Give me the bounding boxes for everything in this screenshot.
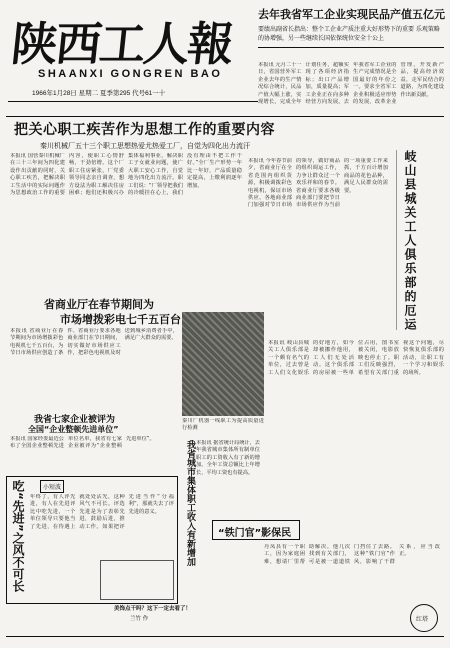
cartoon-frame [100,560,174,600]
feature-title: “铁门官”影保民 [218,528,292,539]
bulletin-rule [258,47,444,48]
column-divider [396,150,397,330]
lead-article-text: 本报讯 国营秦川机械厂在三十三年间为四化建设作出贡献的同时，关心职工疾苦，把解决职工生活中的实际问题作为思想政治工作的重要内容，使职工心情舒畅，干劲倍增。这个厂职工住房紧张，厂党委领导同志亲自调查，想方设法为职工解决住房困难；他们还积极兴办集体福利事业，解决职工子女就业问题，使广大职工安心工作，自觉地为四化出力流汗。职工们说：“厂领导把我们的冷暖挂在心上，我们没有理由不把工作干好。”全厂生产形势一年比一年好，产品质量稳定提高，上缴利润逐年增加。 [10,153,242,197]
commentary-title: 吃“先进”之风不可长 [11,480,25,592]
commentary-tag: 小短波 [40,480,64,493]
award-title-line1: 我省七家企业被评为 [34,415,116,425]
lead-subhead: 秦川机械厂五十三个职工思想热爱尤热爱工厂，自觉为四化出力流汗 [40,142,250,150]
column-headline: 我省城市集体职工收入有新增加 [185,440,195,566]
workers-photo [182,312,264,416]
article-column-text: 本报讯 今年春节前夕，省商业厅在全省范围内组织货源，积极调拨彩色电视机，保证市场供应。各地商业部门加强对节日市场的领导，做好商品的组织调运工作，力争让群众过一个欢乐祥和的春节。省商业厅要求各级商业部门要把节日市场供应作为当前的一项重要工作来抓，千方百计增加商品的花色品种，满足人民群众的需要。 [248,158,388,209]
section-rule-bottom [6,636,444,637]
cartoon-caption: 美饰点干吗？这下一定去看了！ [114,606,192,612]
right-middle-text: 本报讯 岐山县城关工人俱乐部是一个颇有名气的单位，过去曾是工人们文化娱乐的好地方，如今却被挪作他用，工人们无处活动。这个俱乐部的房屋被一些单位占用，图书室被关闭，电影放映也停止了。职工们反映强烈，希望有关部门重视这个问题，尽快恢复俱乐部的活动，让职工有一个学习和娱乐的场所。 [268,340,444,376]
feature-text: 丹凤县有一个职工，因为家庭困难，想请厂里帮助解决。他几次找到有关部门，可是被一道道铁门挡住了去路。这种“铁门官”作风，影响了干群关系，应当改正。 [264,544,440,565]
vertical-headline: 岐山县城关工人俱乐部的厄运 [403,150,417,332]
photo-texture [182,312,264,416]
masthead [8,6,253,114]
photo-caption: 秦川厂机器一线职工为提高质量进行检测 [182,418,264,432]
bulletin-subtitle: 要绩出副省长指出：整个工企业产质注重大好形势下的重要 乐观策略的协增强，另一些继续长国依保统位安全十公上 [258,26,440,42]
lead-headline: 把关心职工疾苦作为思想工作的重要内容 [14,122,275,138]
section-rule-top [6,116,444,117]
bulletin-title: 去年我省军工企业实现民品产值五亿元 [258,8,445,21]
article-text-block: 本报讯 元月二十一日，省国营外军工企业去年的生产情况综合统计，民品产值大幅上涨，实现增长，完成全年计划任务，超额实现了各项经济指标；出口产品增加，质量提高；军工企业正在向多种经营方向发展。去年我省军工企业的生产完成情况是全国最好的年份之一。要求全省军工企业积极适应形势的发展，改革企业管理，开发新产品，提高经济效益，走军民结合的道路，为四化建设作出新贡献。 [258,62,444,106]
middle-headline-line2: 市场增拨彩电七千五百台 [60,313,181,326]
masthead-pinyin: SHAANXI GONGREN BAO [38,68,223,80]
commentary-text: 年终了，有人评先进，有人在先进评比中吃先进，一个单位领导只要他当了先进，在待遇上就处处沾光，这种风气不可长。评选先进是为了表彰先进，鼓励后进，推动工作。如果把评先进当作“分福利”，那就失去了评先进的意义。 [30,494,174,530]
seal-text: 红塔 [416,616,429,623]
award-text: 本报讯 国家经委最近公布了全国企业整顿先进单位名单，我省有七家企业被评为“企业整顿先进单位”。 [10,436,155,450]
masthead-title: 陕西工人報 [8,17,235,71]
cartoon-author: 兰竹 作 [130,616,149,622]
middle-article-text: 本报讯 省商业厅在春节期间为市场增拨彩色电视机七千五百台，为节日市场供应创造了条件。省商业厅要求各地商业部门在节日期间，切实做好市场供应工作，把彩色电视机及时送到城乡消费者手中，满足广大群众的需要。 [10,328,178,357]
masthead-rule [8,101,258,102]
award-title-line2: 全国“企业整顿先进单位” [28,425,119,434]
issue-line: 1966年1月28日 星期二 夏季第295 代号61一十 [32,90,166,97]
column-text: 本报讯 据省统计局统计，去年我省城市集体所有制单位职工的工资收入有了新的增加。全年工资总额比上年增长，平均工资也有提高。 [196,440,260,476]
top-bulletin [258,6,444,48]
middle-headline-line1: 省商业厅在春节期间为 [44,298,154,311]
